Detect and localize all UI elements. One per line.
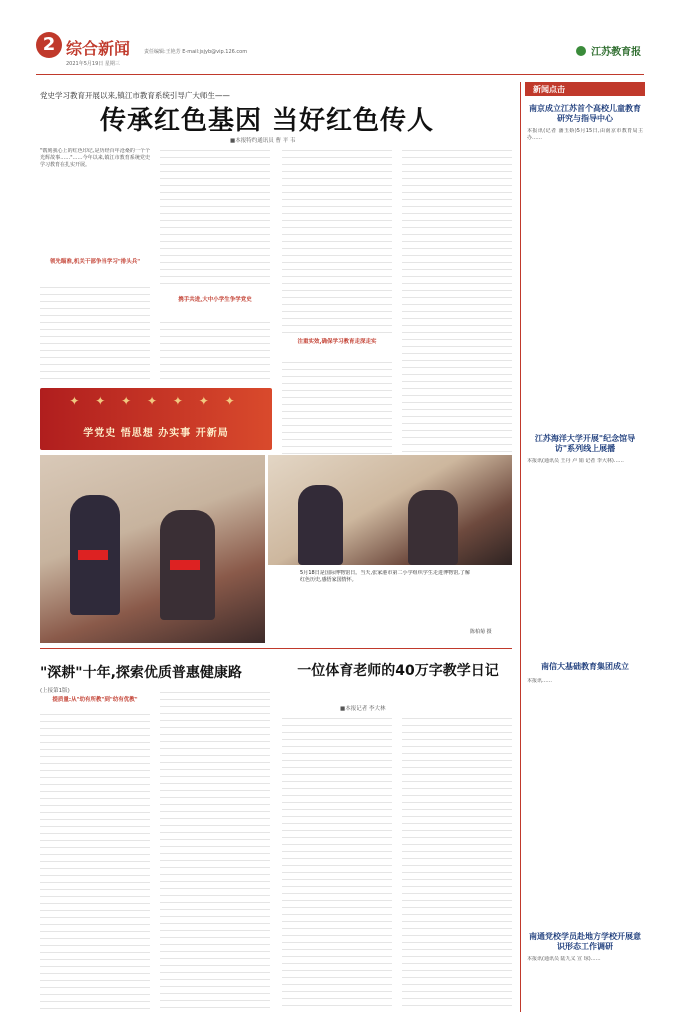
top-story-col3-p1 [282,148,392,333]
top-story-kicker: 党史学习教育开展以来,镇江市教育系统引导广大师生—— [40,91,230,100]
top-story-col1-p2 [40,285,150,380]
top-story-col2-p1 [160,148,270,290]
logo-icon [576,46,586,56]
section-divider [40,648,512,649]
editor-info: 责任编辑:王艳芳 E-mail:jsjyb@vip.126.com [144,49,248,55]
sidebar-header-label: 新闻点击 [533,85,565,94]
logo-text: 江苏教育报 [591,47,642,58]
bottom-left-col1 [40,712,150,1012]
top-story-photo-left [40,455,265,643]
banner-calligraphy: ✦ ✦ ✦ ✦ ✦ ✦ ✦ [69,394,241,408]
top-story-col3-p2 [282,360,392,455]
top-story-byline: ■本报特约通讯员 曹 平 韦 [230,138,296,144]
red-scarf-icon [78,550,108,560]
top-story-headline: 传承红色基因 当好红色传人 [100,106,435,136]
sidebar-item-2-body: 本报讯(通讯员 王丹 卢 娟 记者 李大林)…… [527,458,624,464]
slogan-banner [40,388,272,450]
bottom-right-headline: 一位体育老师的40万字教学日记 [297,663,499,679]
sidebar-item-3-title: 南信大基础教育集团成立 [541,662,629,671]
issue-date: 2021年5月19日 星期三 [66,61,120,67]
masthead-logo [576,40,656,60]
top-story-col1-p1: "镌刻我心上的红色印记,是历经百年沧桑的一个个光辉故事……"……今年以来,镇江市教育系统党史学习教育在扎实开展。 [40,148,150,168]
top-story-photo-right [268,455,512,565]
sidebar-item-1-body: 本报讯(记者 潘玉娇)5月15日,由南京市教育局主办…… [527,128,643,141]
bottom-right-col2 [402,716,512,1012]
sidebar-header [525,82,645,96]
photo-caption: 5月18日是国际博物馆日。当天,张家港市第二小学组织学生走进博物馆,了解红色历史,感悟家国情怀。 [300,570,470,583]
bottom-left-byline: (上接第1版) [40,688,70,694]
bottom-right-byline: ■本报记者 李大林 [340,706,386,712]
section-title: 综合新闻 [66,39,131,58]
bottom-left-subhead: 提质量:从"幼有所教"到"幼有优教" [52,697,138,703]
bottom-left-col2 [160,690,270,1012]
top-story-subhead-2: 携手共进,大中小学生争学党史 [178,297,252,303]
sidebar [520,82,645,1012]
sidebar-item-2-title: 江苏海洋大学开展"纪念馆导访"系列线上展播 [534,434,636,453]
bottom-left-headline: "深耕"十年,探索优质普惠健康路 [40,665,242,681]
masthead-rule [36,74,644,75]
top-story-col2-p2 [160,320,270,380]
photo-credit: 陈柏菊 摄 [470,629,492,635]
masthead [36,30,644,70]
banner-slogan: 学党史 悟思想 办实事 开新局 [83,428,229,439]
sidebar-item-1-title: 南京成立江苏首个高校儿童教育研究与指导中心 [529,104,641,123]
top-story-subhead-3: 注重实效,确保学习教育走深走实 [297,339,377,345]
red-scarf-icon [170,560,200,570]
student-figure-icon [298,485,343,565]
top-story-subhead-1: 领先瞄准,机关干部争当学习"排头兵" [49,259,141,265]
bottom-right-col1 [282,716,392,1012]
sidebar-item-4-body: 本报讯(通讯员 陆九义 宣 琼)…… [527,956,601,962]
student-figure-icon [408,490,458,565]
page-number: 2 [42,34,56,55]
sidebar-item-3-body: 本报讯…… [527,678,553,684]
page-number-badge [36,32,62,58]
sidebar-item-4-title: 南通党校学员赴地方学校开展意识形态工作调研 [529,932,641,951]
top-story-col4 [402,148,512,453]
